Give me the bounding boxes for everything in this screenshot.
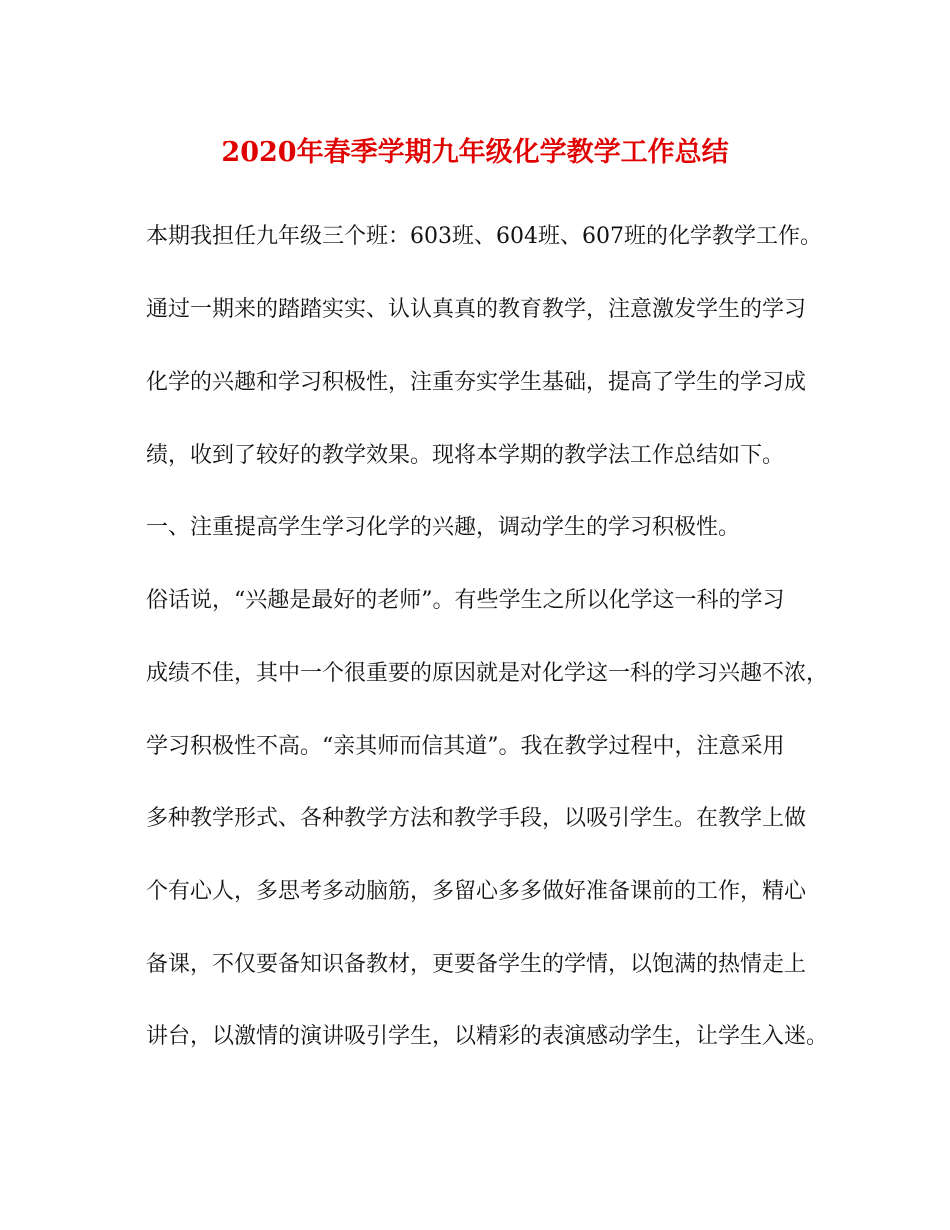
paragraph-line: 俗话说，“兴趣是最好的老师”。有些学生之所以化学这一科的学习 [146,588,785,613]
section-heading: 一、注重提高学生学习化学的兴趣，调动学生的学习积极性。 [146,515,741,540]
paragraph-line: 学习积极性不高。“亲其师而信其道”。我在教学过程中，注意采用 [146,734,785,759]
paragraph-line: 通过一期来的踏踏实实、认认真真的教育教学，注意激发学生的学习 [146,297,807,322]
paragraph-line: 化学的兴趣和学习积极性，注重夯实学生基础，提高了学生的学习成 [146,370,807,395]
document-title: 2020年春季学期九年级化学教学工作总结 [221,137,729,168]
paragraph-line: 本期我担任九年级三个班：603班、604班、607班的化学教学工作。 [146,224,822,249]
paragraph-line: 讲台，以激情的演讲吸引学生，以精彩的表演感动学生，让学生入迷。 [146,1024,829,1049]
paragraph-line: 成绩不佳，其中一个很重要的原因就是对化学这一科的学习兴趣不浓， [146,661,829,686]
paragraph-line: 多种教学形式、各种教学方法和教学手段，以吸引学生。在教学上做 [146,806,807,831]
paragraph-line: 备课，不仅要备知识备教材，更要备学生的学情，以饱满的热情走上 [146,952,807,977]
paragraph-line: 绩，收到了较好的教学效果。现将本学期的教学法工作总结如下。 [146,443,785,468]
paragraph-line: 个有心人，多思考多动脑筋，多留心多多做好准备课前的工作，精心 [146,879,807,904]
